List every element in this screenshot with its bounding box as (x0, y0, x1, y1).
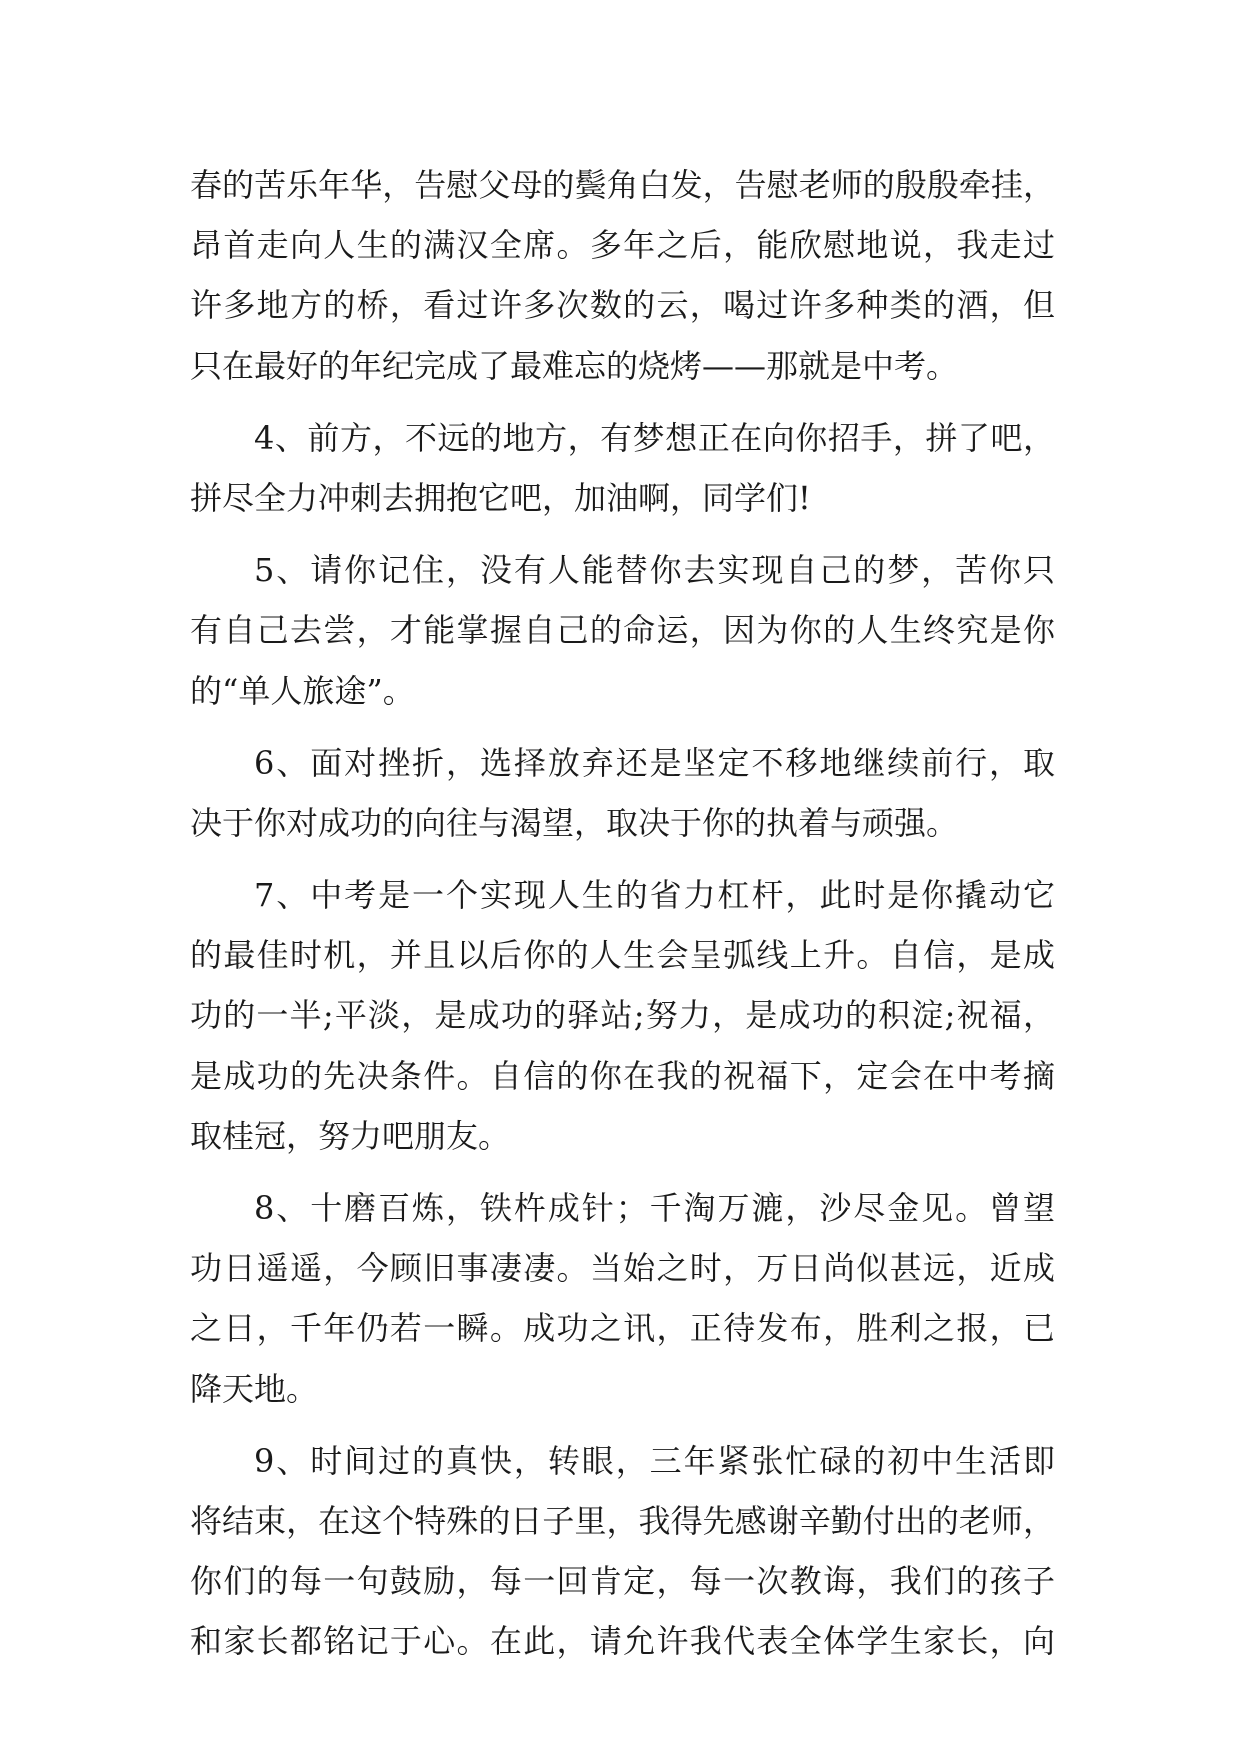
paragraph-9 (190, 1431, 1055, 1672)
text-line: 4、前方，不远的地方，有梦想正在向你招手，拼了吧， (254, 418, 1055, 457)
text-line: 6、面对挫折，选择放弃还是坚定不移地继续前行，取 (254, 743, 1055, 782)
text-line: 降天地。 (190, 1369, 319, 1408)
text-line: 取桂冠，努力吧朋友。 (190, 1116, 511, 1155)
text-line: 春的苦乐年华，告慰父母的鬓角白发，告慰老师的殷殷牵挂， (190, 166, 1055, 204)
text-line: 将结束，在这个特殊的日子里，我得先感谢辛勤付出的老师， (190, 1501, 1055, 1540)
text-line: 决于你对成功的向往与渴望，取决于你的执着与顽强。 (190, 803, 959, 842)
text-line: 之日，千年仍若一瞬。成功之讯，正待发布，胜利之报，已 (190, 1309, 1055, 1348)
text-line: 有自己去尝，才能掌握自己的命运，因为你的人生终究是你 (190, 611, 1055, 650)
text-line: 是成功的先决条件。自信的你在我的祝福下，定会在中考摘 (190, 1056, 1055, 1095)
text-line: 的“单人旅途”。 (190, 671, 415, 710)
paragraph-7 (190, 865, 1055, 1166)
paragraph-4 (190, 408, 1055, 528)
text-line: 只在最好的年纪完成了最难忘的烧烤——那就是中考。 (190, 346, 959, 385)
text-line: 9、时间过的真快，转眼，三年紧张忙碌的初中生活即 (254, 1441, 1055, 1480)
text-line: 功的一半;平淡，是成功的驿站;努力，是成功的积淀;祝福， (190, 996, 1055, 1035)
paragraph-3-continued (190, 155, 1055, 396)
text-line: 拼尽全力冲刺去拥抱它吧，加油啊，同学们! (190, 478, 811, 517)
paragraph-6 (190, 733, 1055, 853)
paragraph-5 (190, 540, 1055, 721)
text-line: 5、请你记住，没有人能替你去实现自己的梦，苦你只 (254, 551, 1055, 590)
text-line: 7、中考是一个实现人生的省力杠杆，此时是你撬动它 (254, 876, 1055, 915)
paragraph-8 (190, 1178, 1055, 1419)
text-line: 你们的每一句鼓励，每一回肯定，每一次教诲，我们的孩子 (190, 1562, 1055, 1601)
document-body (190, 155, 1055, 1684)
text-line: 昂首走向人生的满汉全席。多年之后，能欣慰地说，我走过 (190, 226, 1055, 265)
text-line: 和家长都铭记于心。在此，请允许我代表全体学生家长，向 (190, 1622, 1055, 1661)
text-line: 功日遥遥，今顾旧事凄凄。当始之时，万日尚似甚远，近成 (190, 1249, 1055, 1288)
text-line: 许多地方的桥，看过许多次数的云，喝过许多种类的酒，但 (190, 286, 1055, 325)
text-line: 的最佳时机，并且以后你的人生会呈弧线上升。自信，是成 (190, 936, 1055, 975)
text-line: 8、十磨百炼，铁杵成针；千淘万漉，沙尽金见。曾望 (254, 1189, 1055, 1227)
